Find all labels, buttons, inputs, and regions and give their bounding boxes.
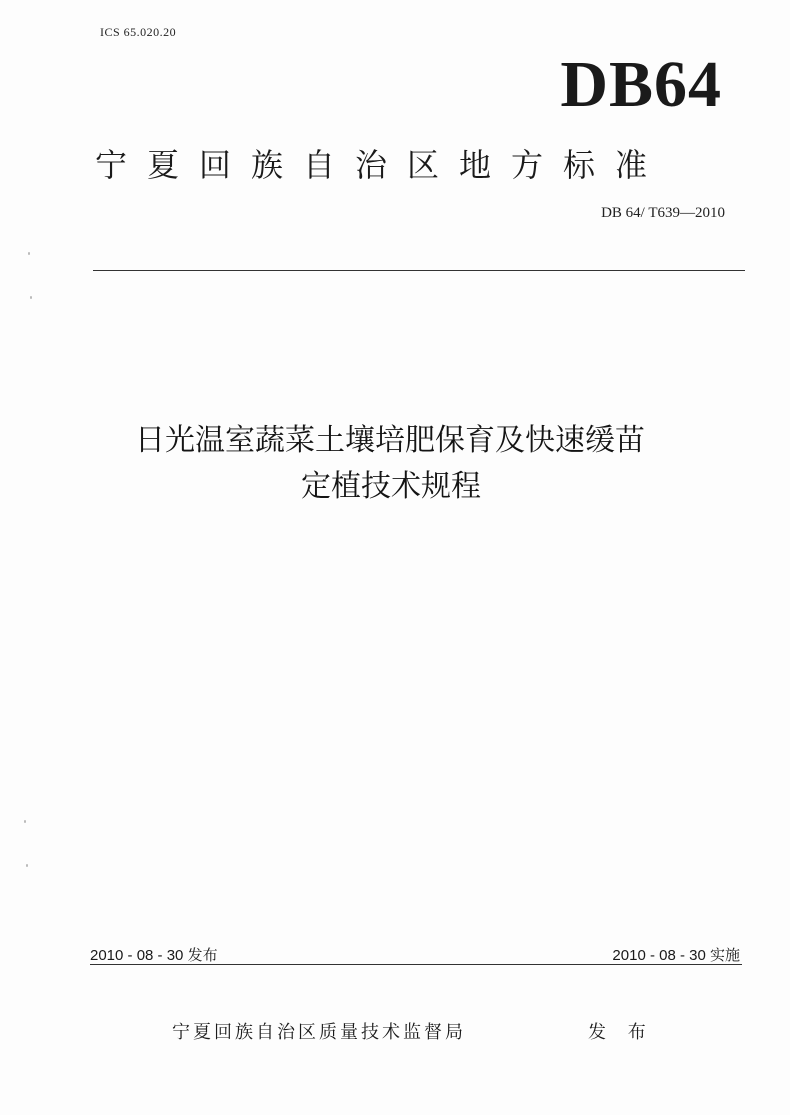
standard-number: DB 64/ T639—2010 bbox=[601, 205, 725, 221]
scan-speck bbox=[24, 820, 26, 823]
standard-type-heading: 宁夏回族自治区地方标准 bbox=[95, 146, 668, 184]
document-title-line-2: 定植技术规程 bbox=[301, 469, 481, 504]
bottom-divider bbox=[90, 964, 742, 965]
issue-date: 2010 - 08 - 30 发布 bbox=[90, 947, 218, 964]
publisher-name: 宁夏回族自治区质量技术监督局 bbox=[172, 1022, 466, 1043]
effective-date: 2010 - 08 - 30 实施 bbox=[612, 947, 740, 964]
scan-speck bbox=[28, 252, 30, 255]
document-title bbox=[0, 418, 790, 510]
db64-logo: DB64 bbox=[560, 48, 722, 121]
scan-speck bbox=[30, 296, 32, 299]
ics-code: ICS 65.020.20 bbox=[100, 25, 177, 39]
top-divider bbox=[93, 270, 745, 271]
document-title-line-1: 日光温室蔬菜土壤培肥保育及快速缓苗 bbox=[135, 423, 645, 458]
publish-label: 发 布 bbox=[588, 1022, 654, 1043]
scan-speck bbox=[26, 864, 28, 867]
